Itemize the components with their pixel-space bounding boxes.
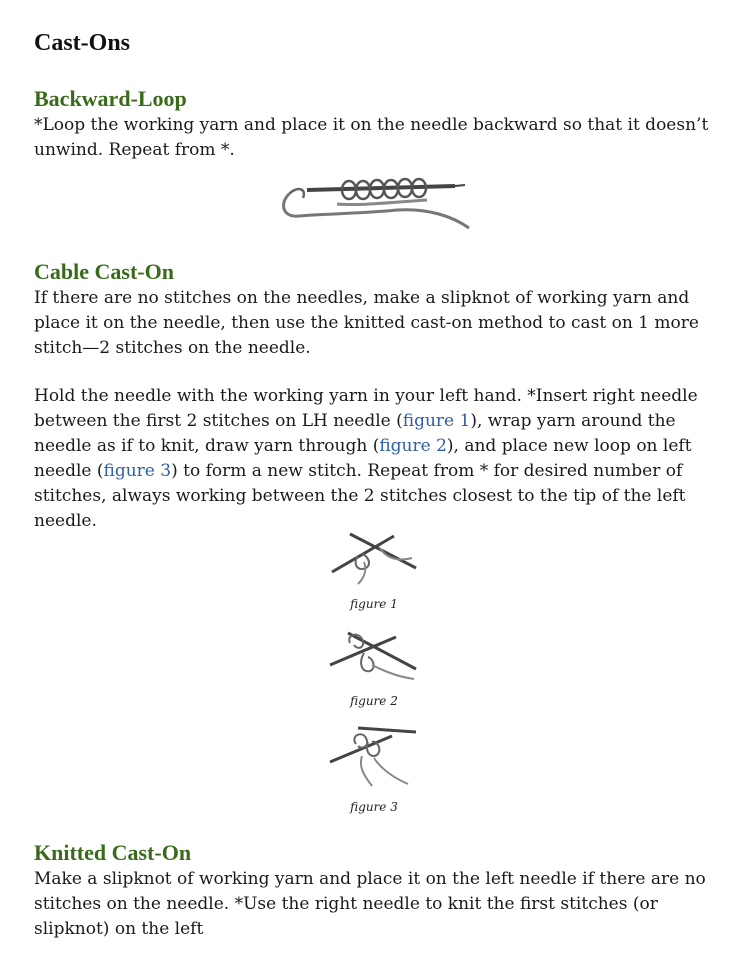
figure-2-caption: figure 2 [350, 694, 398, 708]
figure-3-caption: figure 3 [350, 800, 398, 814]
backward-loop-illustration [277, 176, 472, 232]
cable-cast-on-para1: If there are no stitches on the needles, make a slipknot of working yarn and place it on the needle, then use the knitted cast-on method to cast on 1 more stitch—2 stitches on the needle. [34, 288, 699, 358]
figure-1-illustration [328, 528, 420, 586]
figure-2-link[interactable]: figure 2 [379, 436, 447, 456]
figure-2-illustration [328, 625, 420, 683]
page-title: Cast-Ons [34, 30, 131, 56]
heading-backward-loop: Backward-Loop [34, 86, 187, 111]
para2-text-1: Hold the needle with the working yarn in your left hand. *Insert right needle between the first 2 stitches on LH needle ( [34, 386, 698, 431]
para2-text-4: ) to form a new stitch. Repeat from * for desired number of stitches, always working between the 2 stitches closest to the tip of the left needle. [34, 461, 686, 531]
figure-3-illustration [328, 722, 420, 788]
para2-text-3: ), and place new loop on left needle ( [34, 436, 692, 481]
figure-3-link[interactable]: figure 3 [103, 461, 172, 481]
figure-1-link[interactable]: figure 1 [402, 411, 471, 431]
heading-cable-cast-on: Cable Cast-On [34, 259, 174, 284]
heading-knitted-cast-on: Knitted Cast-On [34, 840, 192, 865]
figure-1-caption: figure 1 [350, 597, 398, 611]
backward-loop-text: *Loop the working yarn and place it on the needle backward so that it doesn’t unwind. Repeat from *. [34, 115, 709, 160]
cable-cast-on-para2 [34, 384, 724, 534]
para2-text-2: ), wrap yarn around the needle as if to knit, draw yarn through ( [34, 411, 676, 456]
knitted-cast-on-text: Make a slipknot of working yarn and place it on the left needle if there are no stitches on the needle. *Use the right needle to knit the first stitches (or slipknot) on the left [34, 869, 706, 939]
